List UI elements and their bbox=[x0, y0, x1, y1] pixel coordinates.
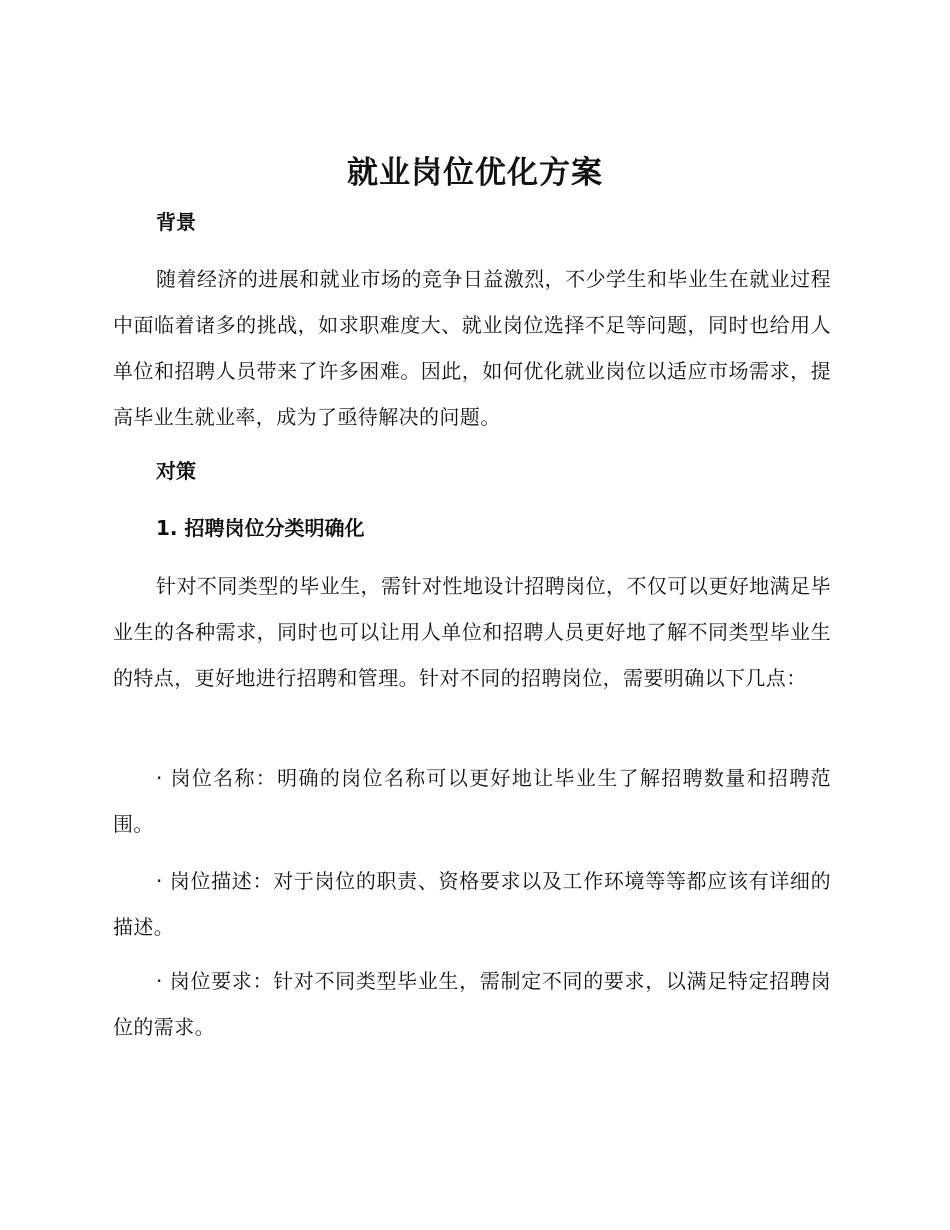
item1-heading: 1. 招聘岗位分类明确化 bbox=[156, 516, 365, 540]
bullet-item-position-description: · 岗位描述：对于岗位的职责、资格要求以及工作环境等等都应该有详细的描述。 bbox=[113, 869, 831, 939]
item1-paragraph: 针对不同类型的毕业生，需针对性地设计招聘岗位，不仅可以更好地满足毕业生的各种需求，同时也可以让用人单位和招聘人员更好地了解不同类型毕业生的特点，更好地进行招聘和管理。针对不同的招聘岗位，需要明确以下几点： bbox=[113, 574, 831, 690]
bullet-item-position-requirements: · 岗位要求：针对不同类型毕业生，需制定不同的要求，以满足特定招聘岗位的需求。 bbox=[113, 969, 831, 1039]
section-heading-strategy: 对策 bbox=[156, 459, 196, 483]
section-heading-background: 背景 bbox=[156, 210, 196, 234]
background-paragraph: 随着经济的进展和就业市场的竞争日益激烈，不少学生和毕业生在就业过程中面临着诸多的挑战，如求职难度大、就业岗位选择不足等问题，同时也给用人单位和招聘人员带来了许多困难。因此，如何优化就业岗位以适应市场需求，提高毕业生就业率，成为了亟待解决的问题。 bbox=[113, 267, 831, 429]
document-title: 就业岗位优化方案 bbox=[347, 155, 603, 191]
bullet-item-position-name: · 岗位名称：明确的岗位名称可以更好地让毕业生了解招聘数量和招聘范围。 bbox=[113, 766, 831, 836]
